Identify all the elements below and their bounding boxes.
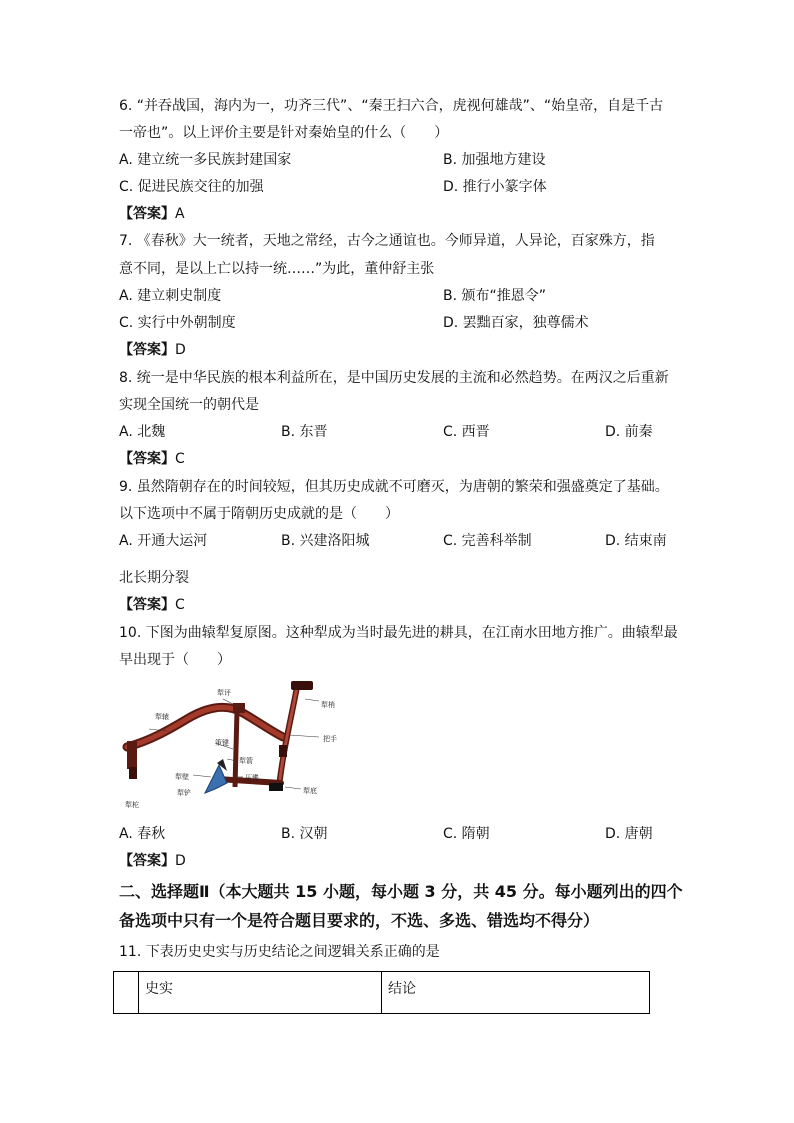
table-header-row	[114, 972, 650, 1014]
answer-label: 【答案】	[119, 597, 175, 613]
q6-stem-line2: 一帝也”。以上评价主要是针对秦始皇的什么（ ）	[119, 125, 449, 141]
q10-option-a: A. 春秋	[119, 826, 166, 842]
q10-option-c: C. 隋朝	[443, 826, 490, 842]
label-lidi: 犁底	[303, 787, 317, 795]
label-libi: 犁壁	[175, 773, 189, 781]
q9-option-a: A. 开通大运河	[119, 533, 208, 549]
q9-option-d-continued: 北长期分裂	[119, 570, 189, 586]
q7-stem-line1: 7. 《春秋》大一统者，天地之常经，古今之通谊也。今师异道，人异论，百家殊方，指	[119, 233, 655, 249]
q10-option-d: D. 唐朝	[605, 826, 653, 842]
q10-option-b: B. 汉朝	[281, 826, 328, 842]
q8-answer	[119, 449, 185, 469]
q6-option-b: B. 加强地方建设	[443, 152, 546, 168]
answer-label: 【答案】	[119, 206, 175, 222]
answer-value: A	[175, 206, 185, 222]
q6-stem-line1: 6. “并吞战国，海内为一，功齐三代”、“秦王扫六合，虎视何雄哉”、“始皇帝，自是千古	[119, 98, 664, 114]
label-lijian: 犁箭	[239, 757, 253, 765]
answer-label: 【答案】	[119, 451, 175, 467]
q7-stem-line2: 意不同，是以上亡以持一统……”为此，董仲舒主张	[119, 261, 435, 277]
label-lichan: 犁铲	[177, 789, 191, 797]
answer-value: D	[175, 342, 186, 358]
answer-label: 【答案】	[119, 342, 175, 358]
q9-option-b: B. 兴建洛阳城	[281, 533, 370, 549]
q6-option-c: C. 促进民族交往的加强	[119, 179, 264, 195]
q8-stem-line1: 8. 统一是中华民族的根本利益所在，是中国历史发展的主流和必然趋势。在两汉之后重新	[119, 370, 669, 386]
label-lihuan: 犁柁	[125, 801, 139, 809]
q8-option-d: D. 前秦	[605, 424, 653, 440]
q9-option-d: D. 结束南	[605, 533, 667, 549]
q10-stem-line1: 10. 下图为曲辕犁复原图。这种犁成为当时最先进的耕具，在江南水田地方推广。曲辕犁最	[119, 625, 678, 641]
q8-option-b: B. 东晋	[281, 424, 328, 440]
table-header-index	[114, 972, 139, 1014]
label-liyuan: 犁辕	[155, 713, 169, 721]
q7-option-c: C. 实行中外朝制度	[119, 315, 236, 331]
q9-stem-line2: 以下选项中不属于隋朝历史成就的是（ ）	[119, 506, 399, 522]
answer-value: C	[175, 597, 185, 613]
label-lipin: 犁评	[217, 689, 231, 697]
q11-stem: 11. 下表历史史实与历史结论之间逻辑关系正确的是	[119, 944, 440, 960]
q8-stem-line2: 实现全国统一的朝代是	[119, 397, 259, 413]
answer-value: C	[175, 451, 185, 467]
q8-option-c: C. 西晋	[443, 424, 490, 440]
q7-option-b: B. 颁布“推恩令”	[443, 288, 547, 304]
label-yachan: 压镵	[245, 774, 259, 782]
q10-stem-line2: 早出现于（ ）	[119, 652, 231, 668]
q6-option-a: A. 建立统一多民族封建国家	[119, 152, 292, 168]
section2-heading-line2: 备选项中只有一个是符合题目要求的，不选、多选、错选均不得分）	[119, 911, 600, 930]
q9-answer	[119, 595, 185, 615]
answer-label: 【答案】	[119, 853, 175, 869]
q7-option-a: A. 建立刺史制度	[119, 288, 222, 304]
curved-plow-figure	[119, 679, 359, 811]
q8-option-a: A. 北魏	[119, 424, 166, 440]
q9-stem-line1: 9. 虽然隋朝存在的时间较短，但其历史成就不可磨灭，为唐朝的繁荣和强盛奠定了基础。	[119, 479, 669, 495]
table-header-conclusion: 结论	[382, 972, 650, 1014]
q10-answer	[119, 851, 186, 871]
label-bashou: 把手	[323, 735, 337, 743]
q7-answer	[119, 340, 186, 360]
q9-option-c: C. 完善科举制	[443, 533, 532, 549]
q11-table	[113, 971, 650, 1014]
section2-heading-line1: 二、选择题Ⅱ（本大题共 15 小题，每小题 3 分，共 45 分。每小题列出的四个	[119, 882, 683, 901]
q6-answer	[119, 204, 185, 224]
label-lishao: 犁梢	[321, 701, 335, 709]
q6-option-d: D. 推行小篆字体	[443, 179, 547, 195]
answer-value: D	[175, 853, 186, 869]
q7-option-d: D. 罢黜百家，独尊儒术	[443, 315, 589, 331]
label-cejian: 策键	[215, 739, 229, 747]
table-header-fact: 史实	[139, 972, 382, 1014]
